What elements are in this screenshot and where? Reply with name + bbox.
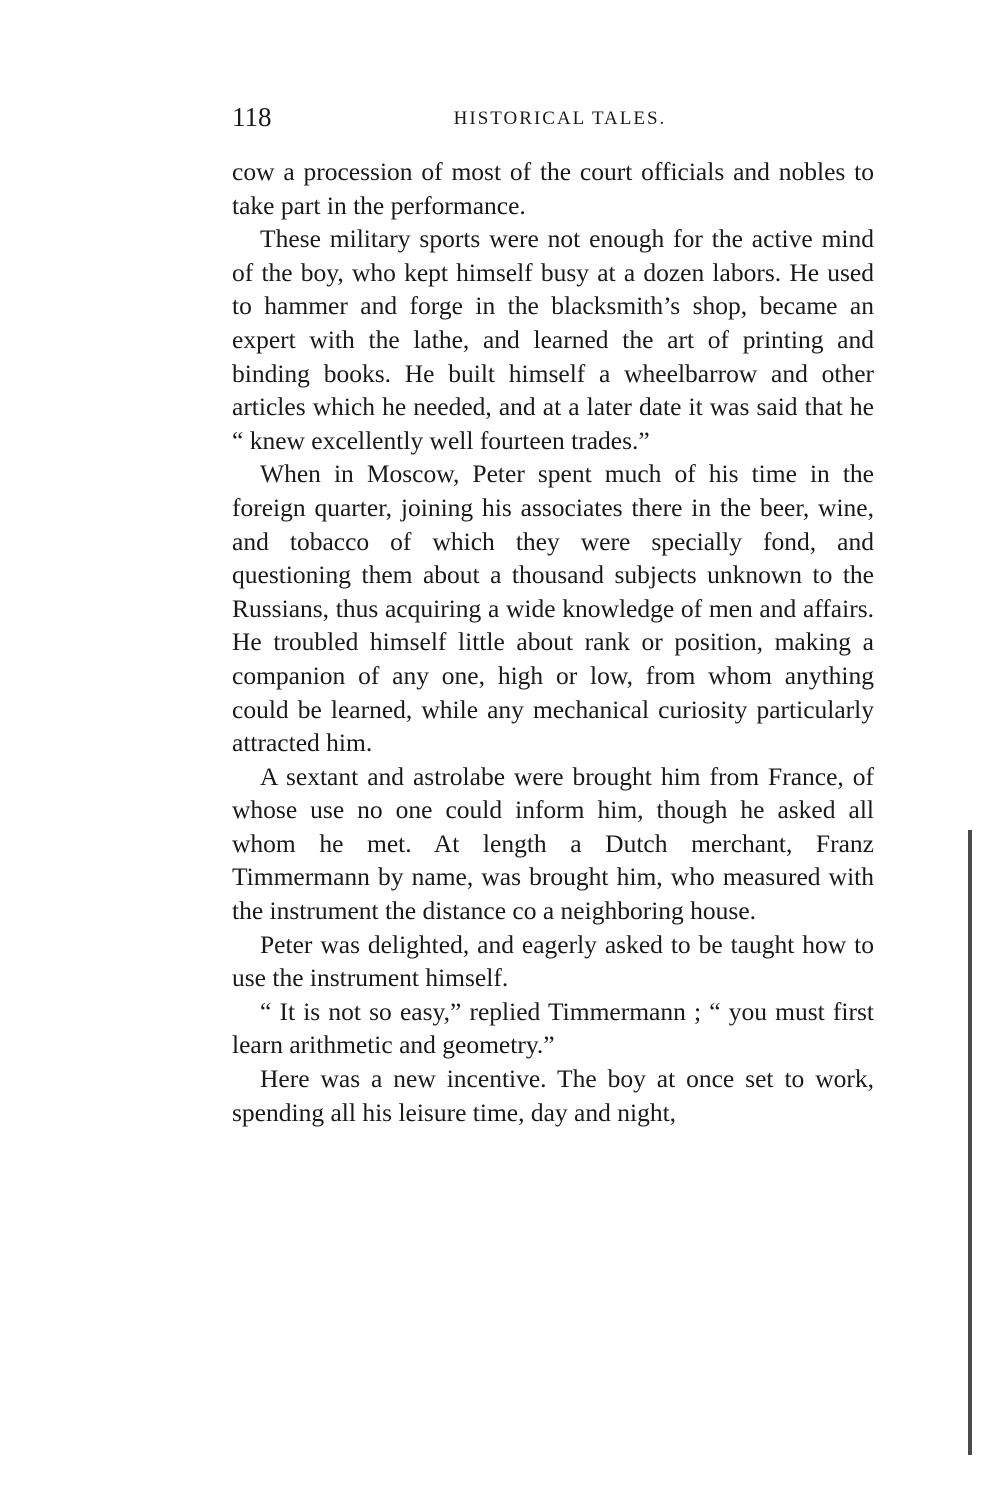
- page-header: [232, 100, 874, 134]
- page-number: 118: [232, 102, 272, 132]
- paragraph: Here was a new incentive. The boy at once set to work, spending all his leisure time, day and night,: [232, 1064, 874, 1127]
- body-text: [232, 155, 874, 1129]
- paragraph: When in Moscow, Peter spent much of his time in the foreign quarter, joining his associates there in the beer, wine, and tobacco of which they were specially fond, and questioning them about a thousand subjects unknown to the Russians, thus acquiring a wide knowledge of men and affairs. He troubled himself little about rank or position, making a companion of any one, high or low, from whom anything could be learned, while any mechanical curiosity particularly attracted him.: [232, 459, 874, 758]
- paragraph: Peter was delighted, and eagerly asked to be taught how to use the instrument himself.: [232, 929, 874, 993]
- paragraph: cow a procession of most of the court officials and nobles to take part in the performance.: [232, 157, 874, 220]
- paragraph: These military sports were not enough for the active mind of the boy, who kept himself busy at a dozen labors. He used to hammer and forge in the blacksmith’s shop, became an expert with the lathe, and learned the art of printing and binding books. He built himself a wheelbarrow and other articles which he needed, and at a later date it was said that he “ knew excellently well fourteen trades.”: [232, 224, 874, 455]
- scan-edge-shadow: [968, 830, 972, 1455]
- paragraph: A sextant and astrolabe were brought him from France, of whose use no one could inform him, though he asked all whom he met. At length a Dutch merchant, Franz Timmermann by name, was brought him, who measured with the instrument the distance co a neighboring house.: [232, 761, 874, 926]
- running-head: HISTORICAL TALES.: [453, 108, 667, 129]
- paragraph: “ It is not so easy,” replied Timmermann ; “ you must first learn arithmetic and geometry.”: [232, 996, 874, 1060]
